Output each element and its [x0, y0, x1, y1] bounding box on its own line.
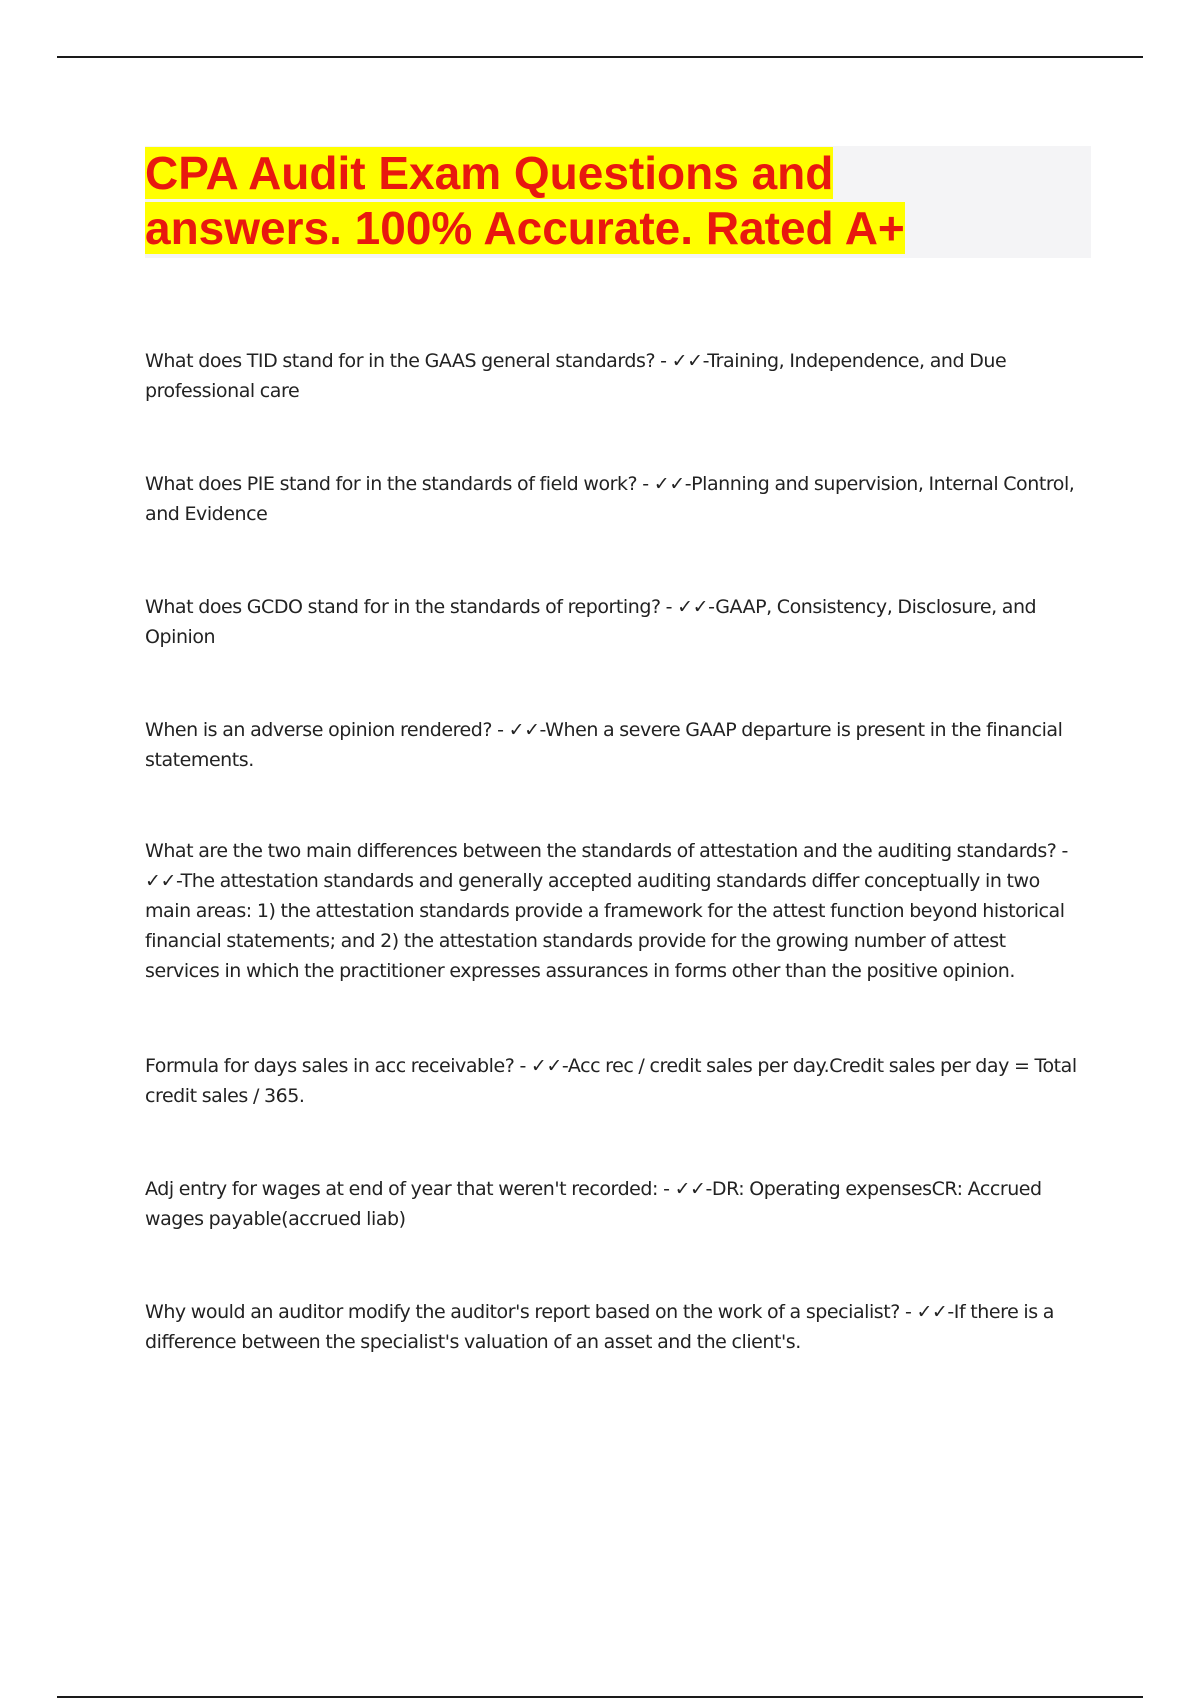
qa-item: Formula for days sales in acc receivable? - ✓✓-Acc rec / credit sales per day.Credit sales per day = Total credit sales / 365. — [145, 1055, 1077, 1107]
qa-item: What does GCDO stand for in the standards of reporting? - ✓✓-GAAP, Consistency, Disclosure, and Opinion — [145, 596, 1037, 648]
qa-item: What does PIE stand for in the standards of field work? - ✓✓-Planning and supervision, Internal Control, and Evidence — [145, 473, 1075, 525]
footer-rule — [57, 1696, 1143, 1698]
title-block — [145, 146, 1091, 258]
page-title — [145, 146, 1091, 256]
qa-item: Adj entry for wages at end of year that weren't recorded: - ✓✓-DR: Operating expensesCR: Accrued wages payable(accrued liab) — [145, 1178, 1042, 1230]
title-line-2: answers. 100% Accurate. Rated A+ — [145, 202, 905, 254]
qa-item: When is an adverse opinion rendered? - ✓✓-When a severe GAAP departure is present in the financial statements. — [145, 719, 1063, 771]
qa-item: What does TID stand for in the GAAS general standards? - ✓✓-Training, Independence, and Due professional care — [145, 350, 1007, 402]
title-line-1: CPA Audit Exam Questions and — [145, 147, 834, 199]
qa-item: Why would an auditor modify the auditor's report based on the work of a specialist? - ✓✓-If there is a difference between the specialist's valuation of an asset and the client's. — [145, 1301, 1054, 1353]
qa-item: What are the two main differences between the standards of attestation and the auditing standards? - ✓✓-The attestation standards and generally accepted auditing standards differ conceptually in two main areas: 1) the attestation standards provide a framework for the attest function beyond historical financial statements; and 2) the attestation standards provide for the growing number of attest services in which the practitioner expresses assurances in forms other than the positive opinion. — [145, 840, 1068, 982]
header-rule — [57, 56, 1143, 58]
